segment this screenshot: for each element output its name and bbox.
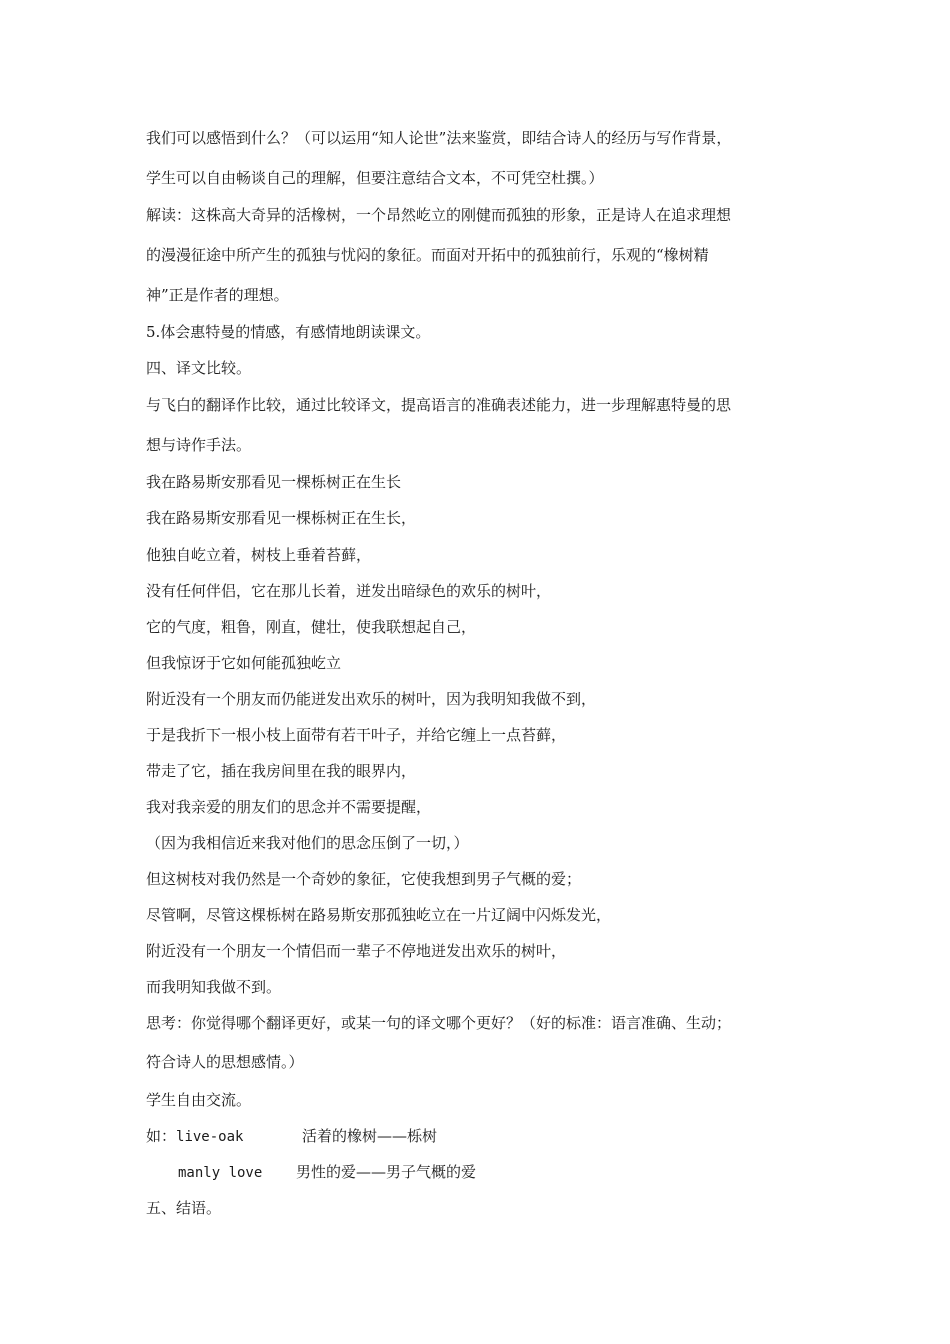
section-heading: 四、译文比较。 [146, 359, 252, 377]
paragraph-line: 与飞白的翻译作比较，通过比较译文，提高语言的准确表述能力，进一步理解惠特曼的思 [146, 396, 732, 414]
poem-title: 我在路易斯安那看见一棵栎树正在生长 [146, 473, 402, 491]
poem-line: 于是我折下一根小枝上面带有若干叶子，并给它缠上一点苔藓， [146, 726, 567, 744]
paragraph-line: 我们可以感悟到什么？（可以运用“知人论世”法来鉴赏，即结合诗人的经历与写作背景， [146, 129, 732, 147]
paragraph-line: 符合诗人的思想感情。） [146, 1053, 304, 1071]
poem-line: 带走了它，插在我房间里在我的眼界内， [146, 762, 417, 780]
paragraph-line: 学生可以自由畅谈自己的理解，但要注意结合文本，不可凭空杜撰。） [146, 169, 604, 187]
example-row-2 [178, 1162, 476, 1183]
paragraph-line: 神”正是作者的理想。 [146, 286, 289, 304]
example-meaning: 活着的橡树——栎树 [302, 1127, 438, 1145]
poem-line: 我在路易斯安那看见一棵栎树正在生长， [146, 509, 417, 527]
example-prefix: 如： [146, 1127, 177, 1145]
paragraph-line: 的漫漫征途中所产生的孤独与忧闷的象征。而面对开拓中的孤独前行，乐观的“橡树精 [146, 246, 709, 264]
poem-line: 他独自屹立着，树枝上垂着苔藓， [146, 546, 372, 564]
poem-line: 没有任何伴侣，它在那儿长着，迸发出暗绿色的欢乐的树叶， [146, 582, 552, 600]
example-row-1 [146, 1126, 437, 1147]
paragraph-line: 5.体会惠特曼的情感，有感情地朗读课文。 [146, 323, 431, 341]
poem-line: 而我明知我做不到。 [146, 978, 282, 996]
poem-line: （因为我相信近来我对他们的思念压倒了一切，） [146, 834, 469, 852]
poem-line: 我对我亲爱的朋友们的思念并不需要提醒， [146, 798, 432, 816]
example-meaning: 男性的爱——男子气概的爱 [296, 1163, 477, 1181]
poem-line: 但这树枝对我仍然是一个奇妙的象征，它使我想到男子气概的爱； [146, 870, 582, 888]
section-heading: 五、结语。 [146, 1199, 222, 1217]
paragraph-line: 想与诗作手法。 [146, 436, 252, 454]
poem-line: 它的气度，粗鲁，刚直，健壮，使我联想起自己， [146, 618, 477, 636]
example-term: manly love [178, 1165, 263, 1181]
poem-line: 附近没有一个朋友而仍能迸发出欢乐的树叶，因为我明知我做不到， [146, 690, 597, 708]
example-term: live-oak [176, 1129, 244, 1145]
poem-line: 尽管啊，尽管这棵栎树在路易斯安那孤独屹立在一片辽阔中闪烁发光， [146, 906, 612, 924]
poem-line: 附近没有一个朋友一个情侣而一辈子不停地迸发出欢乐的树叶， [146, 942, 567, 960]
paragraph-line: 学生自由交流。 [146, 1091, 252, 1109]
paragraph-line: 解读：这株高大奇异的活橡树，一个昂然屹立的刚健而孤独的形象，正是诗人在追求理想 [146, 206, 732, 224]
paragraph-line: 思考：你觉得哪个翻译更好，或某一句的译文哪个更好？（好的标准：语言准确、生动； [146, 1014, 732, 1032]
poem-line: 但我惊讶于它如何能孤独屹立 [146, 654, 342, 672]
